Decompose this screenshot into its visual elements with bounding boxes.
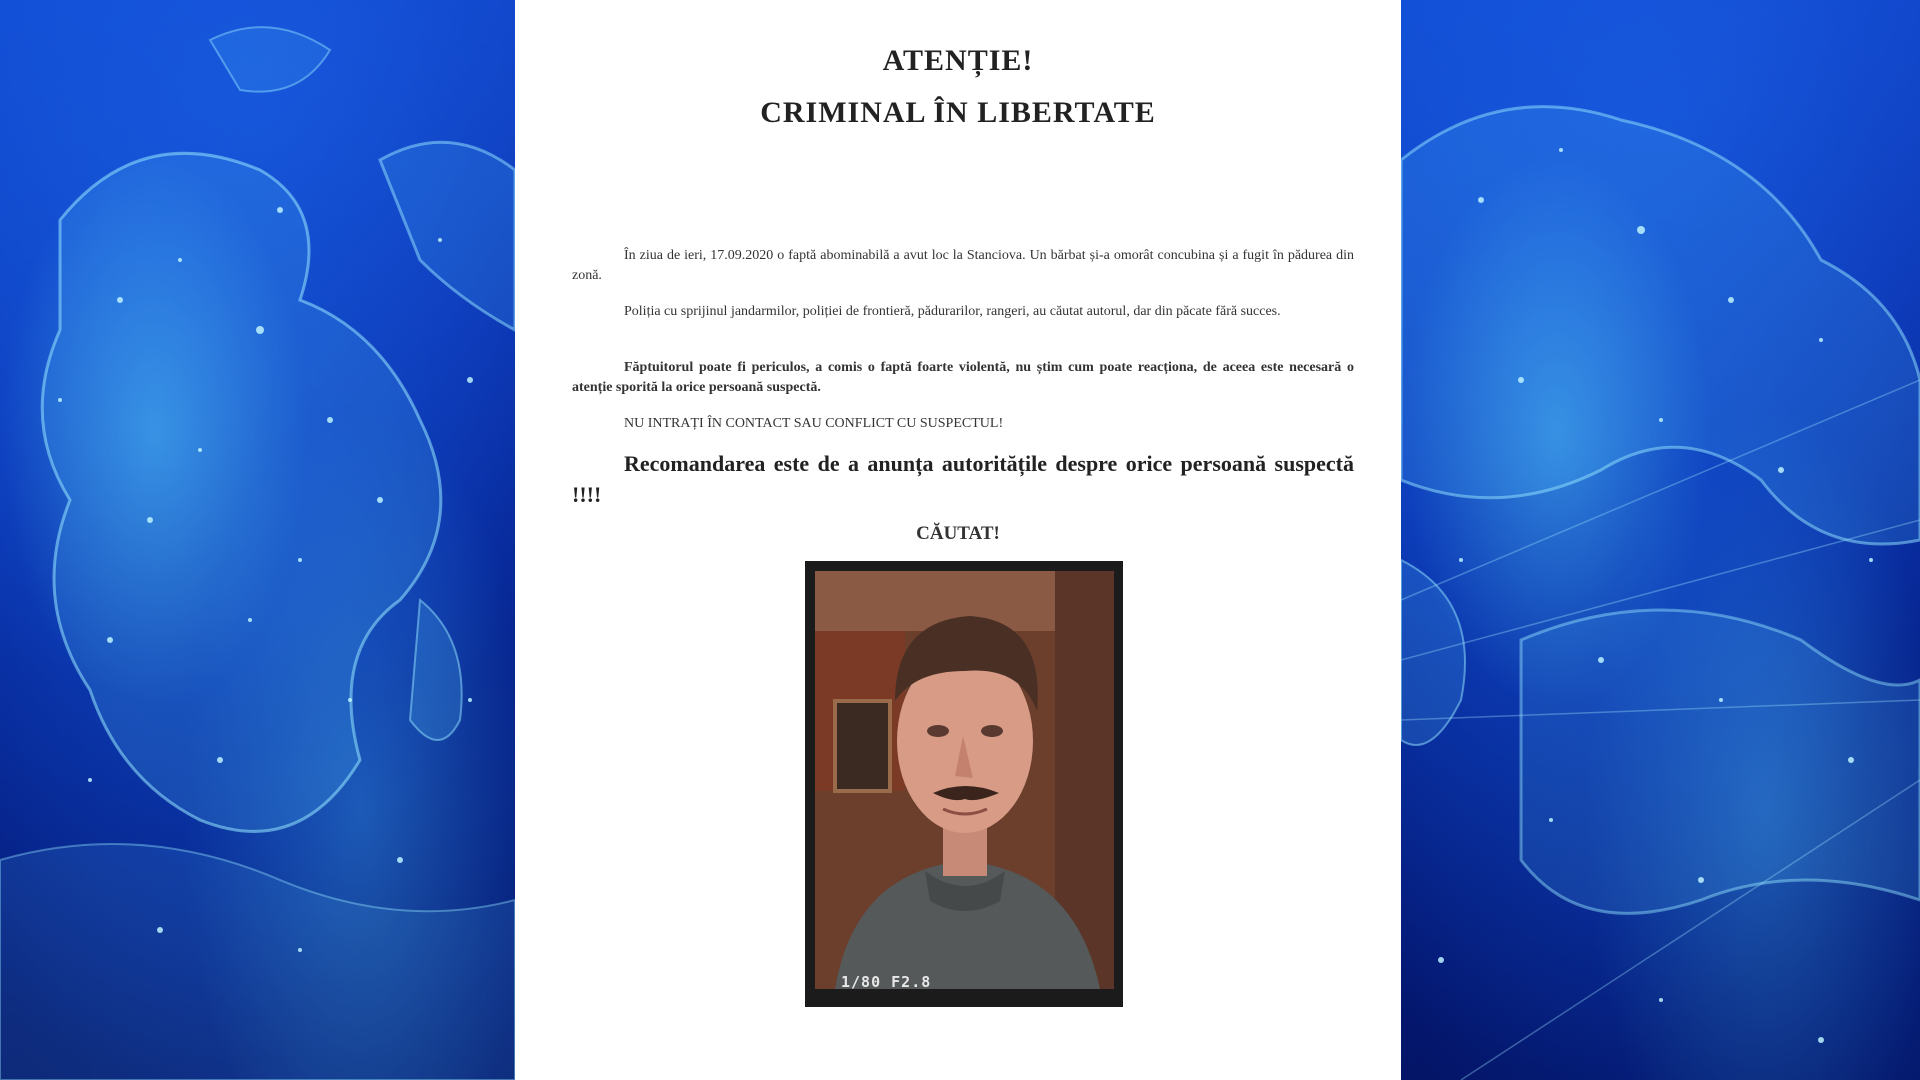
- background-right: [1401, 0, 1920, 1080]
- notice-paragraph-danger: Făptuitorul poate fi periculos, a comis o faptă foarte violentă, nu știm cum poate reacționa, de aceea este necesară o atenție sporită la orice persoană suspectă.: [572, 360, 1354, 395]
- notice-paragraph-search: Poliția cu sprijinul jandarmilor, poliției de frontieră, pădurarilor, rangeri, au căutat autorul, dar din păcate fără succes.: [624, 304, 1281, 319]
- world-map-glow-icon: [0, 0, 515, 1080]
- notice-paragraph-incident: În ziua de ieri, 17.09.2020 o faptă abominabilă a avut loc la Stanciova. Un bărbat și-a omorât concubina și a fugit în pădurea din zonă.: [572, 248, 1354, 283]
- notice-title-criminal: CRIMINAL ÎN LIBERTATE: [760, 96, 1156, 129]
- suspect-portrait-icon: [815, 571, 1114, 989]
- world-map-glow-icon: [1401, 0, 1920, 1080]
- notice-paragraph-recommendation: Recomandarea este de a anunța autoritățile despre orice persoană suspectă !!!!: [572, 451, 1354, 507]
- background-left: [0, 0, 515, 1080]
- suspect-photo: [805, 561, 1123, 1007]
- wanted-label: CĂUTAT!: [916, 523, 1000, 544]
- notice-paragraph-warning: NU INTRAȚI ÎN CONTACT SAU CONFLICT CU SUSPECTUL!: [624, 416, 1004, 431]
- wanted-notice-document: [515, 0, 1401, 1080]
- notice-title-attention: ATENȚIE!: [882, 44, 1034, 77]
- photo-caption: 1/80 F2.8: [841, 973, 932, 989]
